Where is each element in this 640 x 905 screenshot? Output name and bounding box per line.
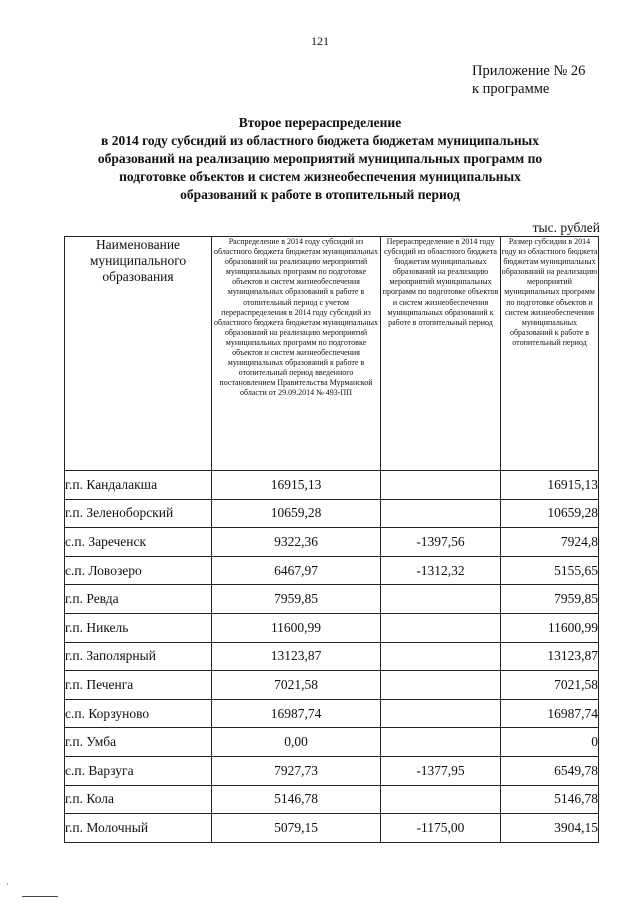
cell-subsidy-amount: 7959,85 [501, 585, 599, 614]
table-body [65, 471, 599, 843]
title-line-4: подготовке объектов и систем жизнеобеспечения муниципальных [119, 169, 521, 184]
cell-redistribution [381, 585, 501, 614]
title-line-2: в 2014 году субсидий из областного бюджета бюджетам муниципальных [101, 133, 539, 148]
cell-distribution: 7927,73 [212, 756, 381, 785]
cell-municipality-name: с.п. Ловозеро [65, 556, 212, 585]
cell-redistribution [381, 499, 501, 528]
table-row [65, 756, 599, 785]
title-line-1: Второе перераспределение [238, 115, 402, 130]
cell-subsidy-amount: 5146,78 [501, 785, 599, 814]
subsidy-table [64, 236, 599, 843]
cell-distribution: 7021,58 [212, 671, 381, 700]
cell-distribution: 16915,13 [212, 471, 381, 500]
table-row [65, 556, 599, 585]
appendix-note [472, 62, 585, 98]
cell-subsidy-amount: 7021,58 [501, 671, 599, 700]
cell-distribution: 16987,74 [212, 699, 381, 728]
cell-municipality-name: г.п. Молочный [65, 814, 212, 843]
document-title [60, 114, 580, 204]
cell-municipality-name: с.п. Варзуга [65, 756, 212, 785]
units-label: тыс. рублей [532, 220, 600, 235]
cell-municipality-name: г.п. Зеленоборский [65, 499, 212, 528]
cell-redistribution: -1312,32 [381, 556, 501, 585]
cell-subsidy-amount: 5155,65 [501, 556, 599, 585]
cell-distribution: 6467,97 [212, 556, 381, 585]
cell-municipality-name: г.п. Кола [65, 785, 212, 814]
cell-redistribution: -1397,56 [381, 528, 501, 557]
cell-redistribution [381, 728, 501, 757]
cell-redistribution [381, 785, 501, 814]
cell-municipality-name: г.п. Ревда [65, 585, 212, 614]
table-row [65, 814, 599, 843]
cell-redistribution [381, 613, 501, 642]
cell-redistribution [381, 699, 501, 728]
table-row [65, 699, 599, 728]
cell-redistribution [381, 642, 501, 671]
cell-municipality-name: г.п. Кандалакша [65, 471, 212, 500]
cell-distribution: 5146,78 [212, 785, 381, 814]
cell-subsidy-amount: 6549,78 [501, 756, 599, 785]
table-row [65, 728, 599, 757]
cell-municipality-name: с.п. Корзуново [65, 699, 212, 728]
page-number: 121 [311, 34, 329, 48]
cell-municipality-name: г.п. Умба [65, 728, 212, 757]
table-row [65, 585, 599, 614]
cell-subsidy-amount: 3904,15 [501, 814, 599, 843]
cell-subsidy-amount: 16915,13 [501, 471, 599, 500]
header-subsidy-amount: Размер субсидии в 2014 году из областного бюджета бюджетам муниципальных образований на реализацию мероприятий муниципальных программ по подготовке объектов и систем жизнеобеспечения муниципальных образований к работе в отопительный период [501, 237, 599, 471]
title-line-5: образований к работе в отопительный период [180, 187, 460, 202]
margin-mark: · [6, 880, 9, 889]
table-header-row [65, 237, 599, 471]
cell-distribution: 9322,36 [212, 528, 381, 557]
table-row [65, 785, 599, 814]
cell-redistribution [381, 471, 501, 500]
table-row [65, 528, 599, 557]
cell-municipality-name: с.п. Зареченск [65, 528, 212, 557]
margin-line [22, 896, 58, 897]
table-row [65, 671, 599, 700]
table-row [65, 642, 599, 671]
table-row [65, 499, 599, 528]
cell-subsidy-amount: 11600,99 [501, 613, 599, 642]
cell-subsidy-amount: 16987,74 [501, 699, 599, 728]
title-line-3: образований на реализацию мероприятий муниципальных программ по [97, 151, 543, 166]
header-distribution: Распределение в 2014 году субсидий из областного бюджета бюджетам муниципальных образований на реализацию мероприятий муниципальных программ по подготовке объектов и систем жизнеобеспечения муниципальных образований к работе в отопительный период с учетом перераспределения в 2014 году субсидий из областного бюджета бюджетам муниципальных образований на реализацию мероприятий муниципальных программ по подготовке объектов и систем жизнеобеспечения муниципальных образований к работе в отопительный период введенного постановлением Правительства Мурманской области от 29.09.2014 № 493-ПП [212, 237, 381, 471]
cell-subsidy-amount: 0 [501, 728, 599, 757]
cell-redistribution: -1377,95 [381, 756, 501, 785]
cell-municipality-name: г.п. Печенга [65, 671, 212, 700]
cell-municipality-name: г.п. Заполярный [65, 642, 212, 671]
cell-distribution: 0,00 [212, 728, 381, 757]
cell-redistribution: -1175,00 [381, 814, 501, 843]
header-municipality: Наименование муниципального образования [65, 237, 212, 471]
appendix-line-2: к программе [472, 81, 550, 97]
cell-distribution: 7959,85 [212, 585, 381, 614]
header-redistribution: Перераспределение в 2014 году субсидий из областного бюджета бюджетам муниципальных образований на реализацию мероприятий муниципальных программ по подготовке объектов и систем жизнеобеспечения муниципальных образований к работе в отопительный период [381, 237, 501, 471]
cell-subsidy-amount: 13123,87 [501, 642, 599, 671]
cell-subsidy-amount: 7924,8 [501, 528, 599, 557]
cell-subsidy-amount: 10659,28 [501, 499, 599, 528]
table-row [65, 613, 599, 642]
cell-distribution: 10659,28 [212, 499, 381, 528]
cell-distribution: 11600,99 [212, 613, 381, 642]
appendix-line-1: Приложение № 26 [472, 63, 586, 79]
table-row [65, 471, 599, 500]
cell-municipality-name: г.п. Никель [65, 613, 212, 642]
cell-distribution: 5079,15 [212, 814, 381, 843]
cell-distribution: 13123,87 [212, 642, 381, 671]
cell-redistribution [381, 671, 501, 700]
